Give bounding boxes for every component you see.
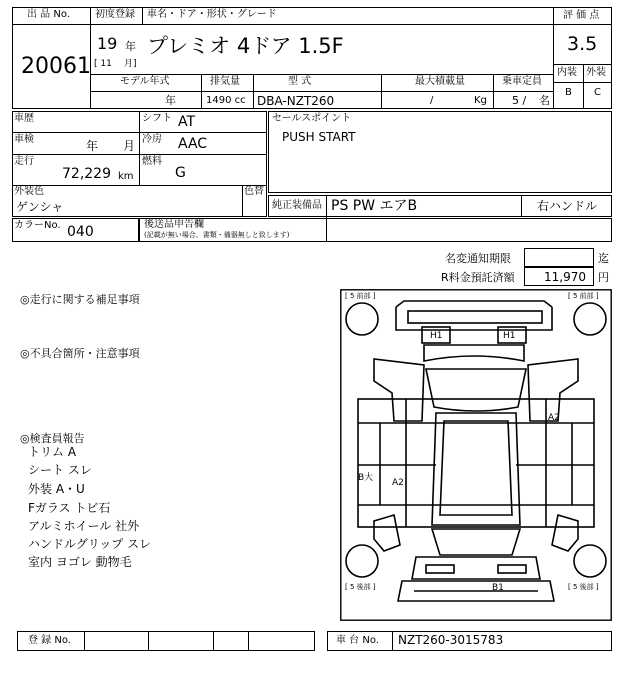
model-label: 型 式: [288, 76, 312, 87]
sales-point-value: PUSH START: [282, 130, 356, 144]
shift-value: AT: [178, 114, 196, 130]
color-no-value: 040: [67, 224, 94, 240]
max-load-sep: /: [430, 95, 434, 106]
recycle-fee-value: 11,970: [544, 270, 586, 284]
interior-grade: B: [565, 87, 572, 98]
aftermarket-note: (記載が無い場合、書類・備器無しと致します): [144, 231, 290, 239]
equipment-blank-row: [326, 218, 612, 242]
first-reg-year-unit: 年: [125, 40, 136, 53]
name-change-deadline-unit: 迄: [598, 252, 609, 265]
car-name-label: 車名・ドア・形状・グレード: [147, 9, 277, 20]
damage-mark-b1: B1: [492, 583, 504, 593]
name-change-deadline-label: 名変通知期限: [445, 252, 511, 265]
name-change-deadline-box: [524, 248, 594, 267]
inspector-line: 外装 A・U: [28, 482, 85, 496]
mileage-label: 走行: [14, 156, 34, 167]
inspector-line: トリム A: [28, 445, 77, 459]
model-year-unit: 年: [165, 94, 176, 107]
capacity: 5 /: [512, 94, 527, 107]
inspector-line: ハンドルグリップ スレ: [28, 537, 152, 551]
damage-mark-a2-left: A2: [392, 478, 404, 488]
reg-no-label: 登 録 No.: [28, 635, 71, 646]
equipment-value: PS PW エアB: [331, 198, 418, 214]
inspection-month-unit: 月: [123, 139, 136, 153]
car-name: プレミオ 4ドア 1.5F: [147, 34, 344, 58]
tire-fl-label: [ 5 前部 ]: [345, 292, 376, 300]
chassis-no-label: 車 台 No.: [336, 635, 379, 646]
sales-point-label: セールスポイント: [272, 113, 352, 124]
damage-mark-h1-left: H1: [430, 331, 443, 341]
max-load-unit: Kg: [474, 95, 487, 106]
ac-value: AAC: [178, 136, 208, 152]
color-value: ゲンシャ: [16, 200, 64, 214]
damage-mark-b-large: B大: [358, 473, 374, 483]
damage-mark-a2-right: A2: [548, 413, 560, 423]
defects-notes-label: ◎不具合箇所・注意事項: [20, 347, 140, 360]
capacity-unit: 名: [539, 94, 550, 107]
lot-no-label: 出 品 No.: [27, 9, 70, 20]
first-reg-month: [ 11: [94, 59, 112, 69]
aftermarket-label: 後送品申告欄: [144, 219, 204, 230]
history-label: 車歴: [14, 113, 34, 124]
tire-rl-label: [ 5 後部 ]: [345, 583, 376, 591]
equipment-label: 純正装備品: [272, 200, 322, 211]
fuel-value: G: [175, 165, 186, 181]
color-label: 外装色: [14, 186, 44, 197]
exterior-grade: C: [594, 87, 601, 98]
color-change-label: 色替: [244, 186, 264, 197]
first-reg-label: 初度登録: [95, 9, 135, 20]
inspector-line: アルミホイール 社外: [28, 519, 140, 533]
fuel-label: 燃料: [142, 156, 162, 167]
displacement-label: 排気量: [210, 76, 240, 87]
color-no-label: カラーNo.: [14, 220, 61, 231]
inspection-year-unit: 年: [86, 139, 99, 153]
handle-value: 右ハンドル: [537, 199, 598, 213]
inspector-line: シート スレ: [28, 463, 92, 477]
overall-grade: 3.5: [567, 33, 598, 55]
interior-grade-label: 内装: [557, 67, 577, 78]
model-code: DBA-NZT260: [257, 94, 335, 108]
ac-label: 冷房: [142, 134, 162, 145]
lot-no: 20061: [21, 54, 91, 79]
tire-fr-label: [ 5 前部 ]: [568, 292, 599, 300]
mileage-value: 72,229: [62, 166, 111, 182]
inspector-report-label: ◎検査員報告: [20, 432, 85, 445]
damage-mark-h1-right: H1: [503, 331, 516, 341]
tire-rr-label: [ 5 後部 ]: [568, 583, 599, 591]
exterior-grade-label: 外装: [586, 67, 606, 78]
recycle-fee-label: R料金預託済額: [441, 271, 515, 284]
inspector-line: 室内 ヨゴレ 動物毛: [28, 555, 132, 569]
shift-label: シフト: [142, 113, 172, 124]
first-reg-month-unit: 月]: [124, 59, 137, 69]
displacement: 1490 cc: [206, 95, 246, 106]
model-year-label: モデル年式: [120, 76, 170, 87]
max-load-label: 最大積載量: [415, 76, 465, 87]
inspector-line: Fガラス トビ石: [28, 501, 111, 515]
recycle-fee-unit: 円: [598, 271, 609, 284]
grade-label: 評 価 点: [563, 10, 600, 21]
capacity-label: 乗車定員: [502, 76, 542, 87]
car-damage-diagram: [340, 289, 612, 621]
chassis-no-value: NZT260-3015783: [398, 633, 504, 647]
mileage-unit: km: [118, 171, 134, 182]
driving-notes-label: ◎走行に関する補足事項: [20, 293, 140, 306]
first-reg-year: 19: [97, 34, 118, 53]
inspection-label: 車検: [14, 134, 34, 145]
